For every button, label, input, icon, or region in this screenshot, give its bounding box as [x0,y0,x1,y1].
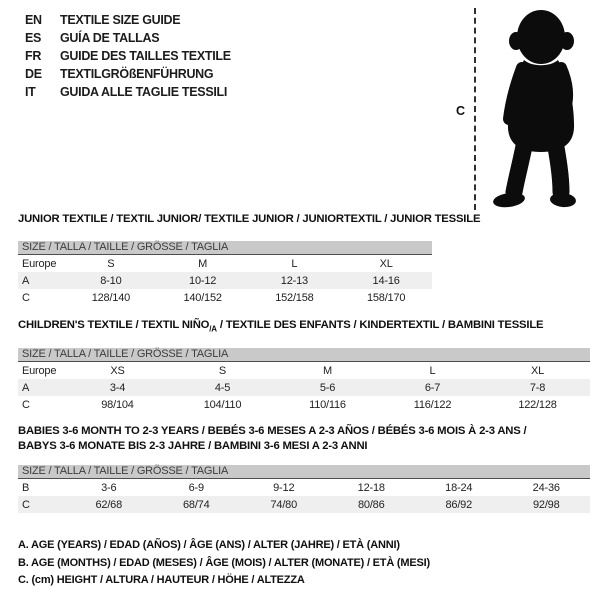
size-value: 5-6 [319,381,336,394]
size-value: XL [379,257,393,270]
size-value: 104/110 [203,398,242,411]
language-title: TEXTILE SIZE GUIDE [60,13,181,27]
children-title-text-tail: / TEXTILE DES ENFANTS / KINDERTEXTIL / BAMBINI TESSILE [216,319,544,331]
size-value: 128/140 [91,291,131,304]
size-value: 68/74 [182,498,210,511]
size-value: 62/68 [95,498,123,511]
row-label: Europe [22,364,57,377]
size-value: 3-6 [101,481,117,494]
table-row [18,496,590,513]
language-title-list [25,11,231,101]
table-row [18,289,432,306]
children-size-table [18,348,590,413]
footnote-legend [18,537,430,590]
size-header-bar: SIZE / TALLA / TAILLE / GRÖSSE / TAGLIA [18,241,432,255]
size-value: 9-12 [273,481,295,494]
size-value: 7-8 [529,381,546,394]
size-value: 12-18 [357,481,385,494]
size-value: 140/152 [183,291,222,304]
height-dashed-line [474,8,476,210]
size-value: L [429,364,436,377]
children-section-title [18,318,590,336]
size-value: 12-13 [280,274,308,287]
language-code: EN [25,13,42,27]
size-value: 122/128 [518,398,557,411]
babies-title-line2: BABYS 3-6 MONATE BIS 2-3 JAHRE / BAMBINI 3-6 MESI A 2-3 ANNI [18,440,368,452]
children-textile-section [18,318,590,413]
table-row [18,479,590,496]
row-label: A [22,274,30,287]
language-row [25,11,231,29]
junior-section-title: JUNIOR TEXTILE / TEXTIL JUNIOR/ TEXTILE JUNIOR / JUNIORTEXTIL / JUNIOR TESSILE [18,213,481,225]
row-label: B [22,481,30,494]
row-label: C [22,498,30,511]
size-value: S [107,257,115,270]
row-label: Europe [22,257,57,270]
baby-height-figure [446,6,598,214]
junior-textile-section [18,212,590,306]
babies-title-line1: BABIES 3-6 MONTH TO 2-3 YEARS / BEBÉS 3-6 MESES A 2-3 AÑOS / BÉBÉS 3-6 MOIS À 2-3 ANS / [18,425,527,437]
language-title: GUIDA ALLE TAGLIE TESSILI [60,85,228,99]
size-value: 14-16 [372,274,400,287]
language-row [25,65,231,83]
footnote-line: C. (cm) HEIGHT / ALTURA / HAUTEUR / HÖHE / ALTEZZA [18,574,305,586]
babies-section-title [18,424,590,454]
children-title-text: CHILDREN'S TEXTILE / TEXTIL NIÑO [18,319,210,331]
table-row [18,362,590,379]
size-value: M [198,257,208,270]
babies-textile-section [18,424,590,513]
language-title: GUIDE DES TAILLES TEXTILE [60,49,231,63]
language-title: TEXTILGRÖßENFÜHRUNG [60,67,214,81]
size-value: 3-4 [109,381,126,394]
language-code: FR [25,49,42,63]
size-value: 98/104 [101,398,134,411]
row-label: A [22,381,30,394]
size-value: S [218,364,227,377]
size-value: M [323,364,332,377]
size-value: 116/122 [413,398,452,411]
junior-size-table [18,241,432,306]
size-value: 158/170 [366,291,406,304]
size-header-bar: SIZE / TALLA / TAILLE / GRÖSSE / TAGLIA [18,348,590,362]
table-row [18,396,590,413]
size-value: 10-12 [189,274,217,287]
size-value: 80/86 [357,498,385,511]
language-title: GUÍA DE TALLAS [60,31,160,45]
language-code: ES [25,31,42,45]
row-label: C [22,398,30,411]
size-value: 8-10 [100,274,122,287]
language-row [25,47,231,65]
footnote-line: B. AGE (MONTHS) / EDAD (MESES) / ÂGE (MOIS) / ALTER (MONATE) / ETÀ (MESI) [18,556,430,569]
height-measure-label: C [456,104,466,118]
language-row [25,83,231,101]
size-value: 86/92 [445,498,473,511]
table-row [18,272,432,289]
size-value: 6-9 [188,481,204,494]
language-row [25,29,231,47]
size-value: 92/98 [532,498,560,511]
babies-size-table [18,465,590,513]
size-value: 110/116 [309,398,346,411]
size-value: XL [530,364,545,377]
size-value: 6-7 [424,381,441,394]
size-value: 24-36 [532,481,560,494]
size-header-bar: SIZE / TALLA / TAILLE / GRÖSSE / TAGLIA [18,465,590,479]
row-label: C [22,291,30,304]
size-value: L [291,257,298,270]
table-row [18,255,432,272]
size-value: 74/80 [270,498,298,511]
size-value: 152/158 [275,291,314,304]
size-value: XS [110,364,125,377]
size-value: 18-24 [445,481,473,494]
children-title-subscript: /A [209,324,217,334]
footnote-line: A. AGE (YEARS) / EDAD (AÑOS) / ÂGE (ANS) / ALTER (JAHRE) / ETÀ (ANNI) [18,539,400,551]
baby-silhouette-icon [484,6,596,214]
language-code: DE [25,67,42,81]
language-code: IT [25,85,36,99]
size-value: 4-5 [214,381,231,394]
table-row [18,379,590,396]
